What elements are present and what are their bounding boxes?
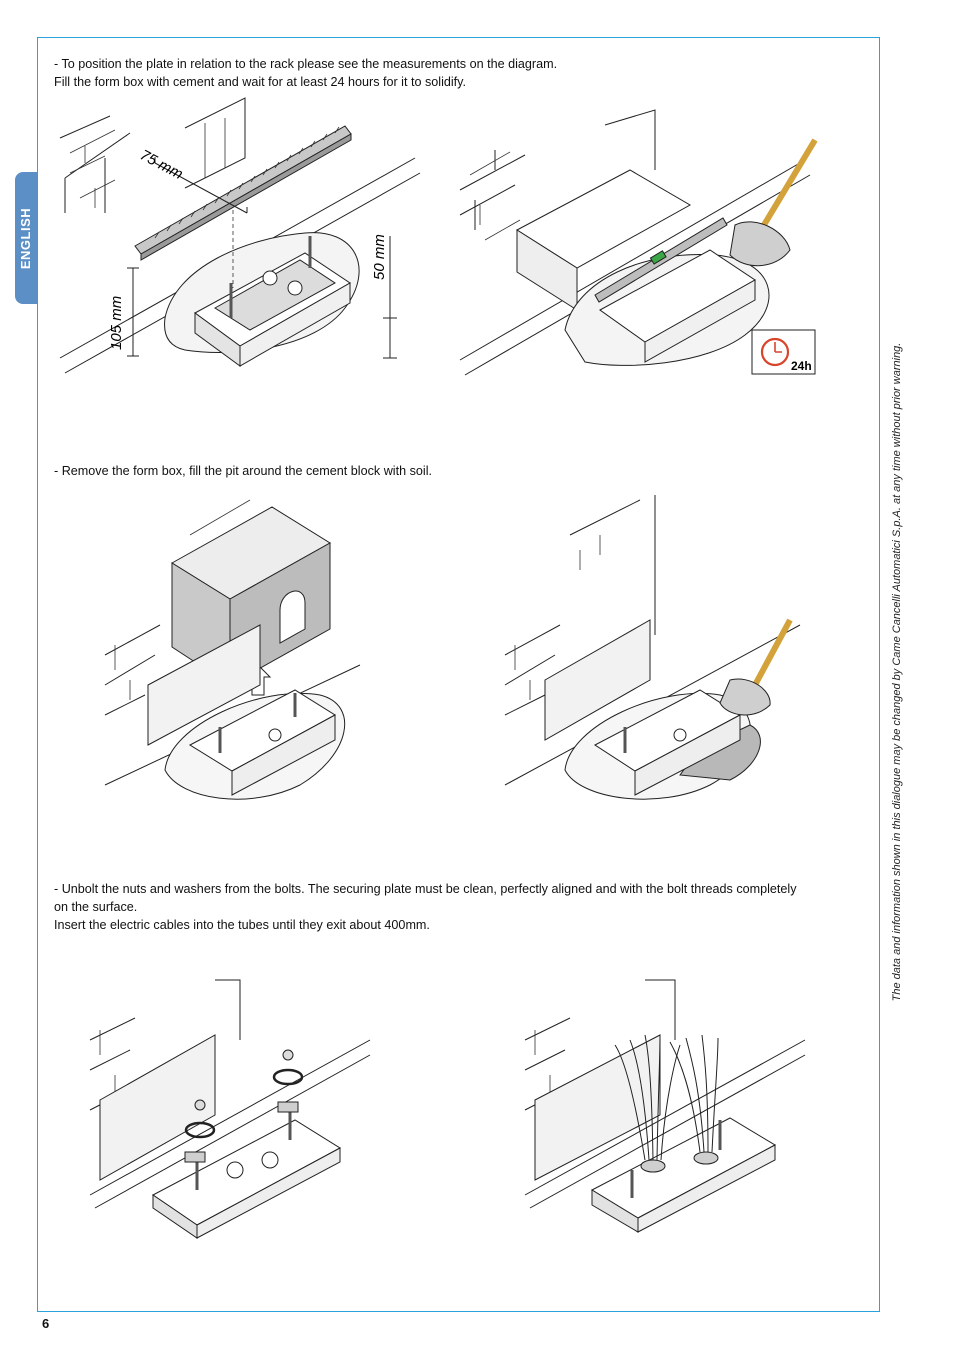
dimension-75mm: 75 mm [137,146,186,184]
shovel [720,620,790,715]
language-tab-label: ENGLISH [18,207,34,269]
step-1-line-2: Fill the form box with cement and wait for at least 24 hours for it to solidify. [54,75,467,89]
step-3-line-1: - Unbolt the nuts and washers from the bolts. The securing plate must be clean, perfectly aligned and with the bolt threads completely [54,882,797,896]
step-2-instructions [54,462,864,480]
page-number: 6 [42,1316,50,1331]
dimension-50mm: 50 mm [371,234,388,280]
remove-form-box-diagram [100,495,360,807]
language-tab[interactable] [15,172,37,304]
dimension-105mm: 105 mm [108,295,125,350]
disclaimer-text: The data and information shown in this dialogue may be changed by Came Cancelli Automatici S.p.A. at any time without prior warning. [891,342,903,1002]
unbolt-nuts-diagram [85,980,375,1235]
backfill-soil-diagram [500,495,800,807]
timer-label: 24h [791,359,812,373]
step-1-instructions [54,55,864,91]
washer [185,1152,205,1162]
step-1-line-1: - To position the plate in relation to the rack please see the measurements on the diagram. [54,57,558,71]
cement-fill-diagram [455,130,825,378]
disclaimer-side-note [887,312,907,1032]
step-3-line-2: on the surface. [54,900,138,914]
step-3-line-3: Insert the electric cables into the tubes until they exit about 400mm. [54,918,430,932]
plate-position-diagram [55,118,435,380]
insert-cables-diagram [520,980,810,1235]
washer [278,1102,298,1112]
rotate-arrow-icon [274,1050,302,1084]
step-3-instructions [54,880,864,934]
step-2-line-1: - Remove the form box, fill the pit around the cement block with soil. [54,464,432,478]
shovel [730,140,815,266]
timer-24h-icon [752,330,815,374]
